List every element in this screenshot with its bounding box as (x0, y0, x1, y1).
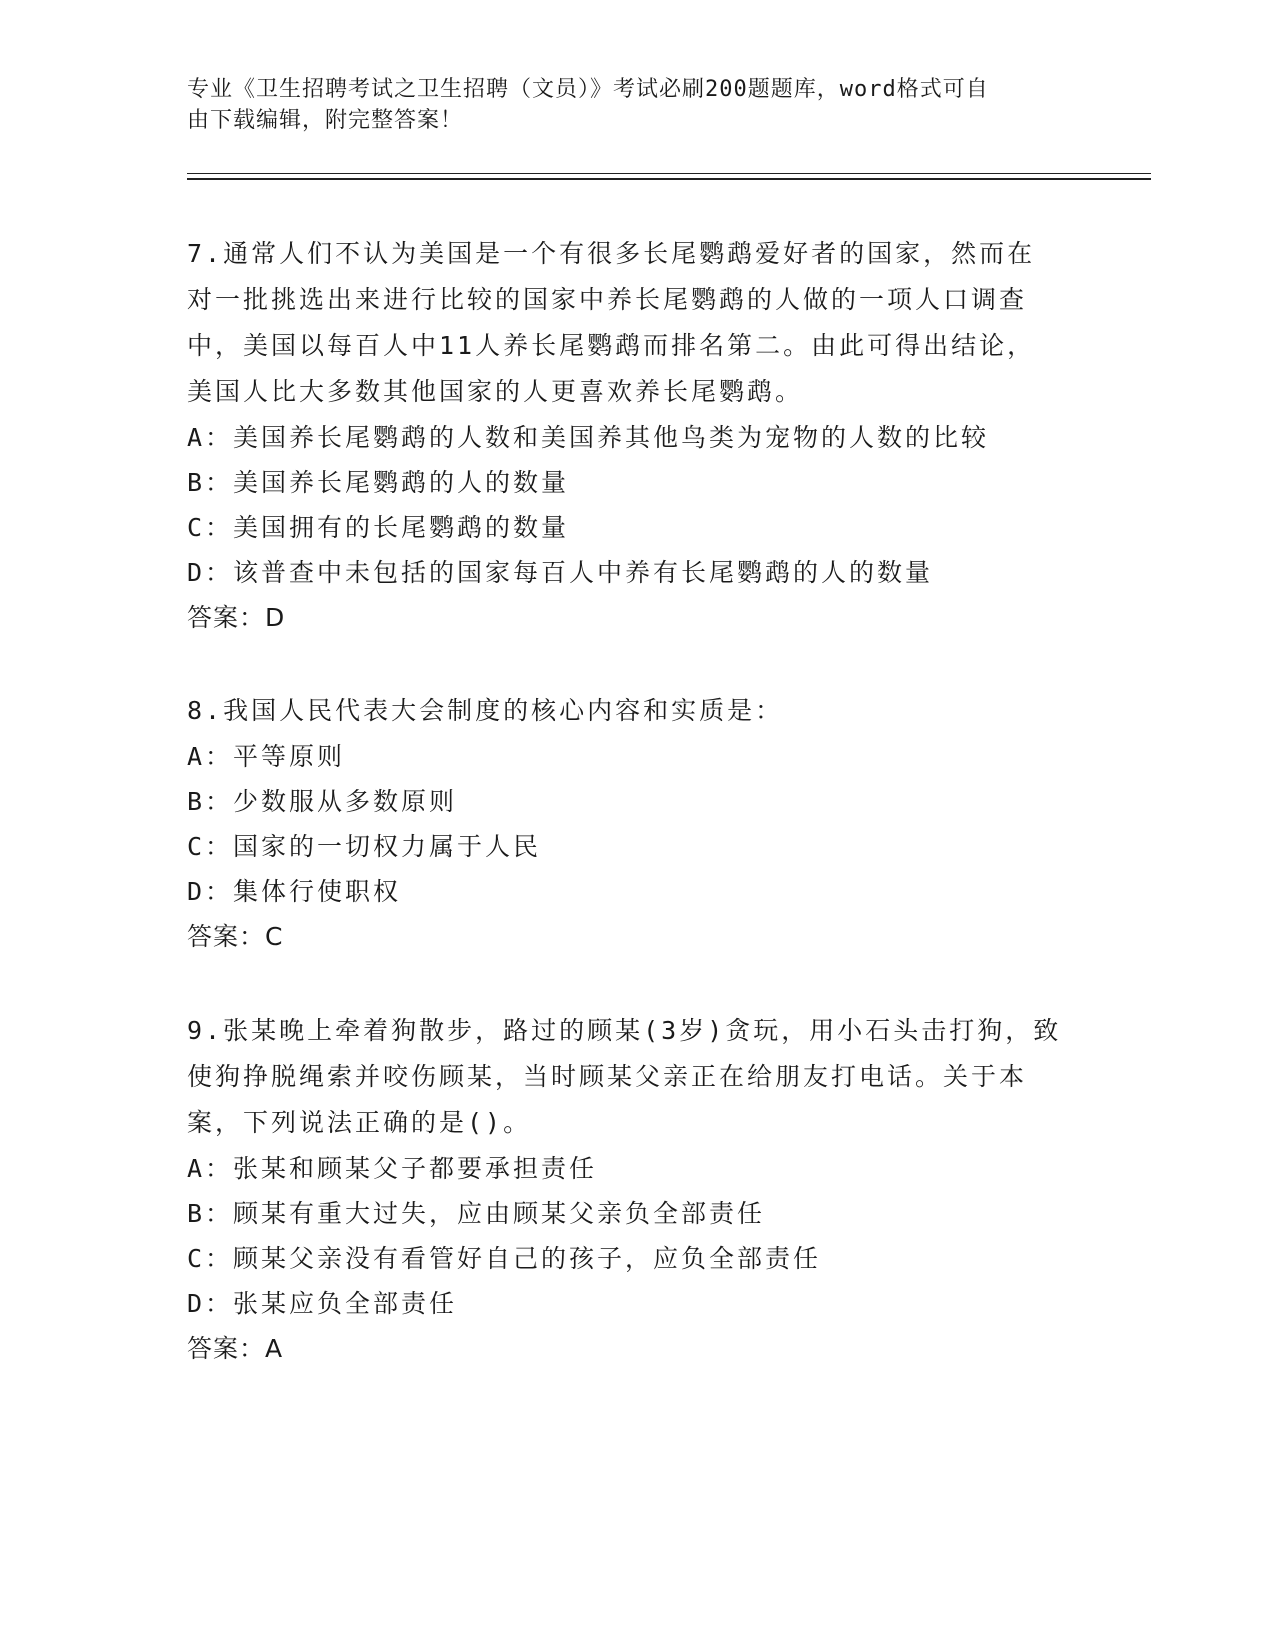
answer: 答案：D (187, 603, 286, 632)
question-stem: 8.我国人民代表大会制度的核心内容和实质是： (187, 696, 784, 725)
option-c: C：国家的一切权力属于人民 (187, 832, 542, 861)
option-a: A：张某和顾某父子都要承担责任 (187, 1154, 598, 1183)
option-a: A：美国养长尾鹦鹉的人数和美国养其他鸟类为宠物的人数的比较 (187, 423, 990, 452)
option-b: B：美国养长尾鹦鹉的人的数量 (187, 468, 570, 497)
option-c: C：美国拥有的长尾鹦鹉的数量 (187, 513, 570, 542)
document-header: 专业《卫生招聘考试之卫生招聘（文员）》考试必刷200题题库，word格式可自 由下载编辑，附完整答案！ (187, 77, 989, 133)
option-d: D：张某应负全部责任 (187, 1289, 458, 1318)
question-7 (187, 231, 1087, 640)
header-rule-thick (187, 178, 1151, 180)
option-b: B：顾某有重大过失，应由顾某父亲负全部责任 (187, 1199, 766, 1228)
question-8 (187, 688, 1087, 959)
answer: 答案：A (187, 1334, 284, 1363)
question-stem: 9.张某晚上牵着狗散步，路过的顾某(3岁)贪玩，用小石头击打狗，致 使狗挣脱绳索并咬伤顾某，当时顾某父亲正在给朋友打电话。关于本 案，下列说法正确的是()。 (187, 1016, 1062, 1137)
option-d: D：该普查中未包括的国家每百人中养有长尾鹦鹉的人的数量 (187, 558, 934, 587)
option-c: C：顾某父亲没有看管好自己的孩子，应负全部责任 (187, 1244, 822, 1273)
option-d: D：集体行使职权 (187, 877, 402, 906)
question-stem: 7.通常人们不认为美国是一个有很多长尾鹦鹉爱好者的国家，然而在 对一批挑选出来进行比较的国家中养长尾鹦鹉的人做的一项人口调查 中，美国以每百人中11人养长尾鹦鹉而排名第二。由此可得出结论， 美国人比大多数其他国家的人更喜欢养长尾鹦鹉。 (187, 239, 1036, 406)
option-b: B：少数服从多数原则 (187, 787, 458, 816)
question-9 (187, 1008, 1087, 1371)
header-rule-thin (187, 173, 1151, 174)
answer: 答案：C (187, 922, 284, 951)
option-a: A：平等原则 (187, 742, 346, 771)
